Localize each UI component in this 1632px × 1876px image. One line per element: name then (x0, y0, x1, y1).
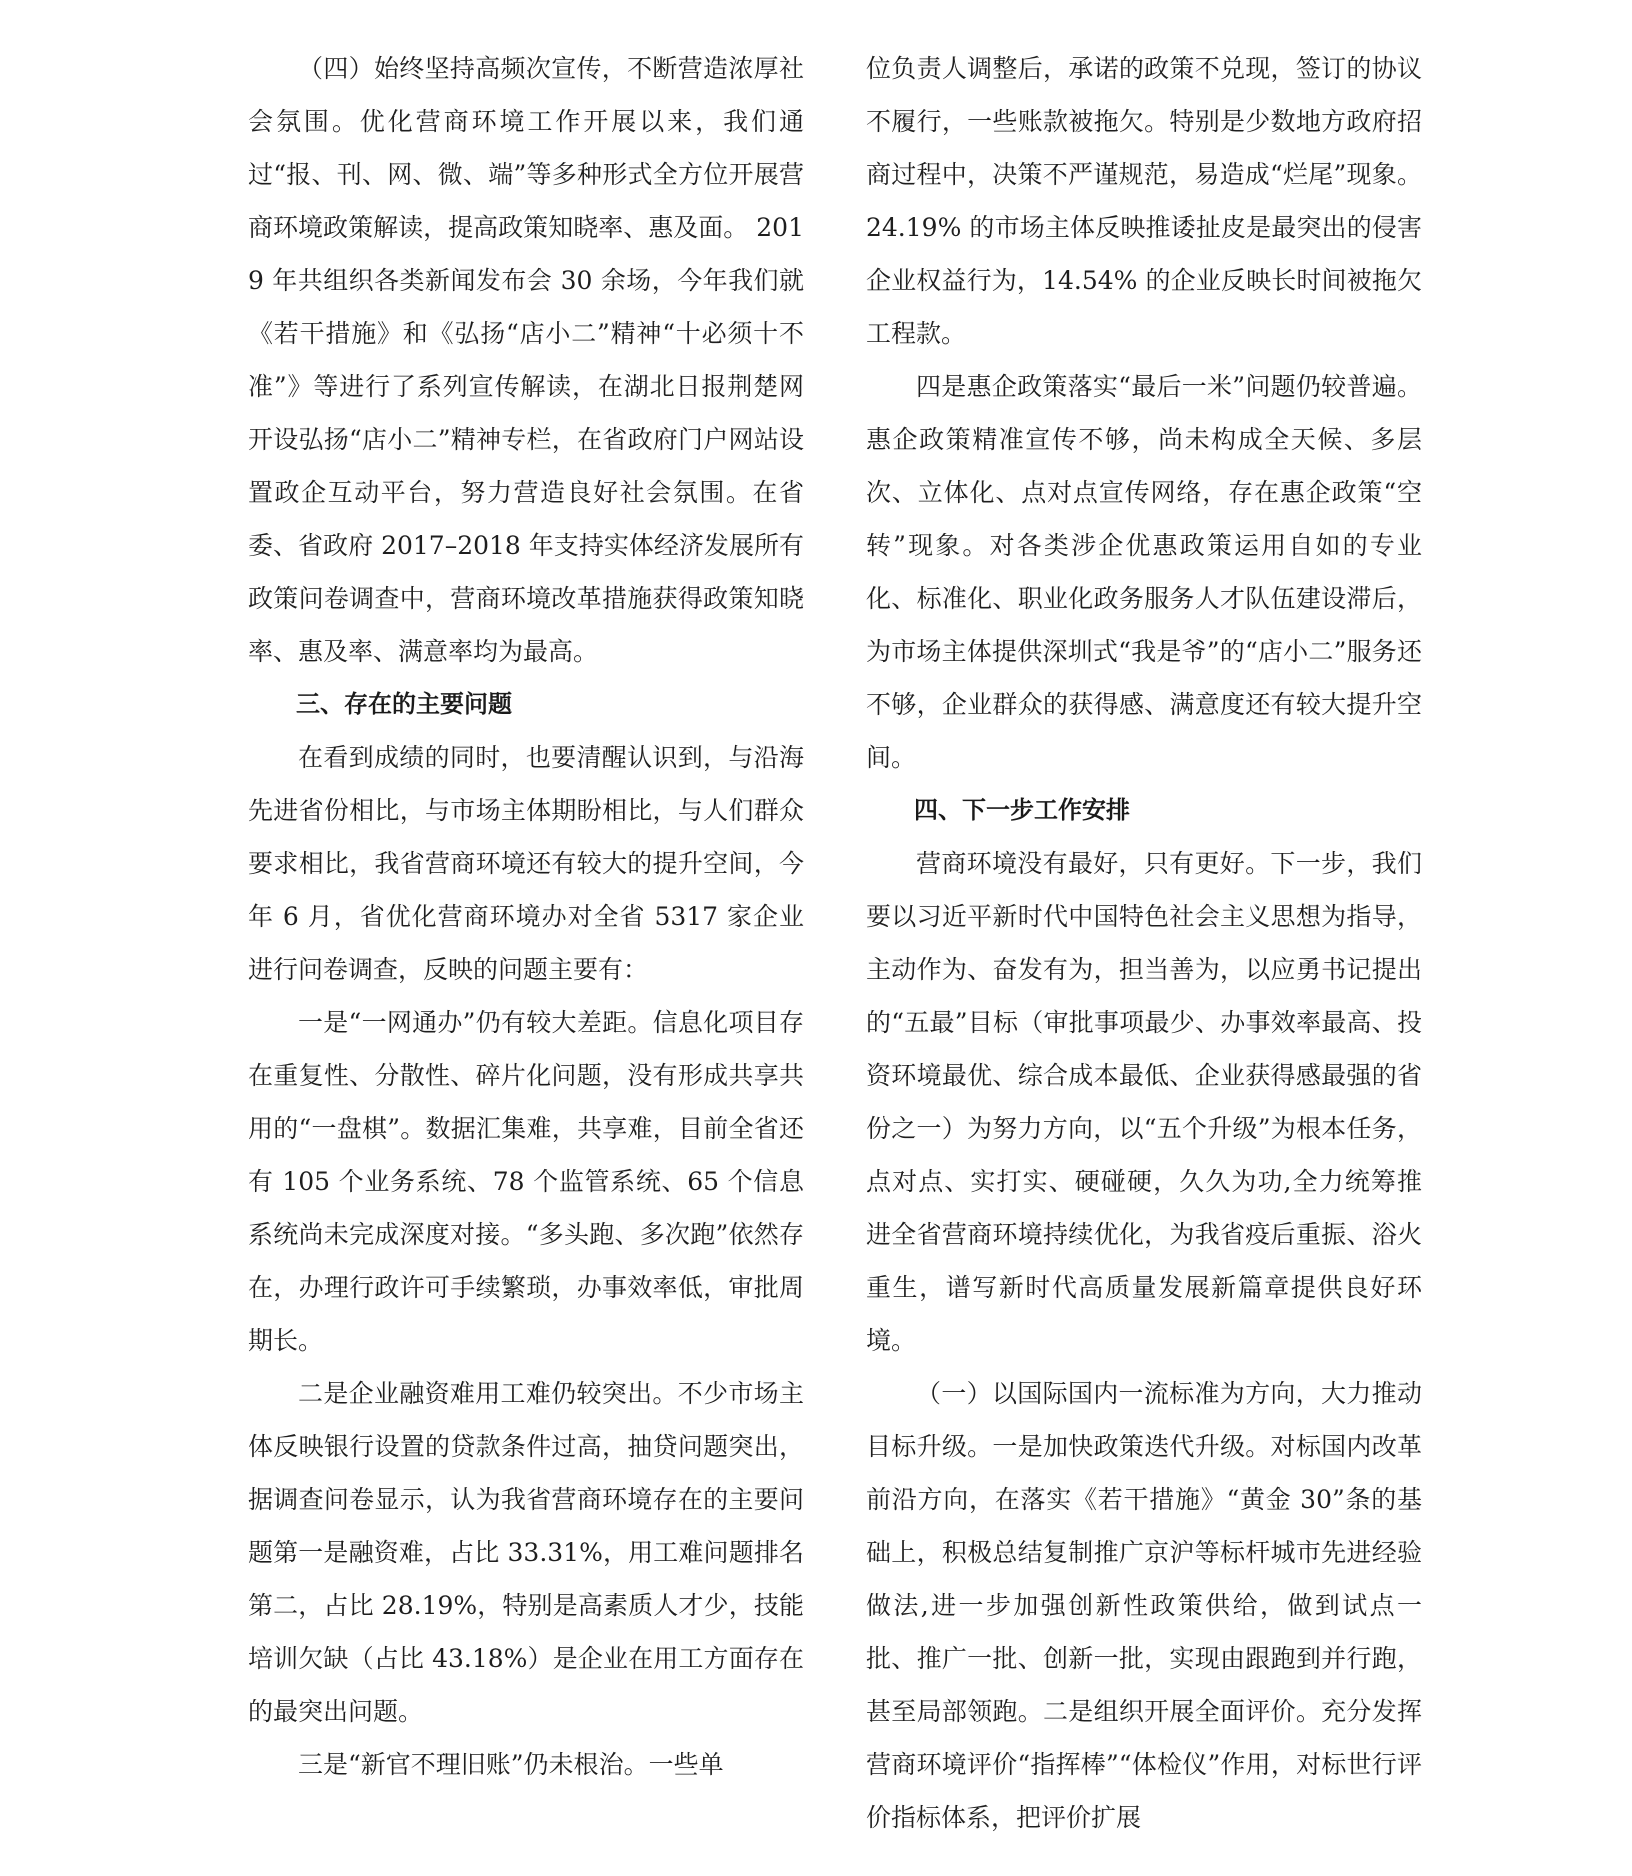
left-column (248, 42, 804, 1791)
section-heading-main-problems: 三、存在的主要问题 (296, 690, 512, 718)
right-column (866, 42, 1422, 1844)
paragraph-problem-three-continued: 位负责人调整后，承诺的政策不兑现，签订的协议不履行，一些账款被拖欠。特别是少数地方政府招商过程中，决策不严谨规范，易造成“烂尾”现象。24.19% 的市场主体反映推诿扯皮是最突出的侵害企业权益行为，14.54% 的企业反映长时间被拖欠工程款。 (866, 54, 1422, 348)
paragraph-goal-upgrade: （一）以国际国内一流标准为方向，大力推动目标升级。一是加快政策迭代升级。对标国内改革前沿方向，在落实《若干措施》“黄金 30”条的基础上，积极总结复制推广京沪等标杆城市先进经验做法,进一步加强创新性政策供给，做到试点一批、推广一批、创新一批，实现由跟跑到并行跑，甚至局部领跑。二是组织开展全面评价。充分发挥营商环境评价“指挥棒”“体检仪”作用，对标世行评价指标体系，把评价扩展 (866, 1379, 1422, 1832)
paragraph-problem-four: 四是惠企政策落实“最后一米”问题仍较普遍。惠企政策精准宣传不够，尚未构成全天候、多层次、立体化、点对点宣传网络，存在惠企政策“空转”现象。对各类涉企优惠政策运用自如的专业化、标准化、职业化政务服务人才队伍建设滞后，为市场主体提供深圳式“我是爷”的“店小二”服务还不够，企业群众的获得感、满意度还有较大提升空间。 (866, 372, 1422, 772)
paragraph-problem-three-start: 三是“新官不理旧账”仍未根治。一些单 (298, 1750, 724, 1779)
paragraph-publicity: （四）始终坚持高频次宣传，不断营造浓厚社会氛围。优化营商环境工作开展以来，我们通过“报、刊、网、微、端”等多种形式全方位开展营商环境政策解读，提高政策知晓率、惠及面。 2019 年共组织各类新闻发布会 30 余场，今年我们就《若干措施》和《弘扬“店小二”精神“十必须十不准”》等进行了系列宣传解读，在湖北日报荆楚网开设弘扬“店小二”精神专栏，在省政府门户网站设置政企互动平台，努力营造良好社会氛围。在省委、省政府 2017–2018 年支持实体经济发展所有政策问卷调查中，营商环境改革措施获得政策知晓率、惠及率、满意率均为最高。 (248, 54, 804, 666)
paragraph-problem-one: 一是“一网通办”仍有较大差距。信息化项目存在重复性、分散性、碎片化问题，没有形成共享共用的“一盘棋”。数据汇集难，共享难，目前全省还有 105 个业务系统、78 个监管系统、65 个信息系统尚未完成深度对接。“多头跑、多次跑”依然存在，办理行政许可手续繁琐，办事效率低，审批周期长。 (248, 1008, 804, 1355)
paragraph-problem-two: 二是企业融资难用工难仍较突出。不少市场主体反映银行设置的贷款条件过高，抽贷问题突出，据调查问卷显示，认为我省营商环境存在的主要问题第一是融资难，占比 33.31%，用工难问题排名第二，占比 28.19%，特别是高素质人才少，技能培训欠缺（占比 43.18%）是企业在用工方面存在的最突出问题。 (248, 1379, 804, 1726)
paragraph-next-steps-intro: 营商环境没有最好，只有更好。下一步，我们要以习近平新时代中国特色社会主义思想为指导，主动作为、奋发有为，担当善为，以应勇书记提出的“五最”目标（审批事项最少、办事效率最高、投资环境最优、综合成本最低、企业获得感最强的省份之一）为努力方向，以“五个升级”为根本任务，点对点、实打实、硬碰硬，久久为功,全力统筹推进全省营商环境持续优化，为我省疫后重振、浴火重生，谱写新时代高质量发展新篇章提供良好环境。 (866, 849, 1422, 1355)
section-heading-next-steps: 四、下一步工作安排 (914, 796, 1130, 824)
paragraph-problems-intro: 在看到成绩的同时，也要清醒认识到，与沿海先进省份相比，与市场主体期盼相比，与人们群众要求相比，我省营商环境还有较大的提升空间，今年 6 月，省优化营商环境办对全省 5317 家企业进行问卷调查，反映的问题主要有： (248, 743, 804, 984)
